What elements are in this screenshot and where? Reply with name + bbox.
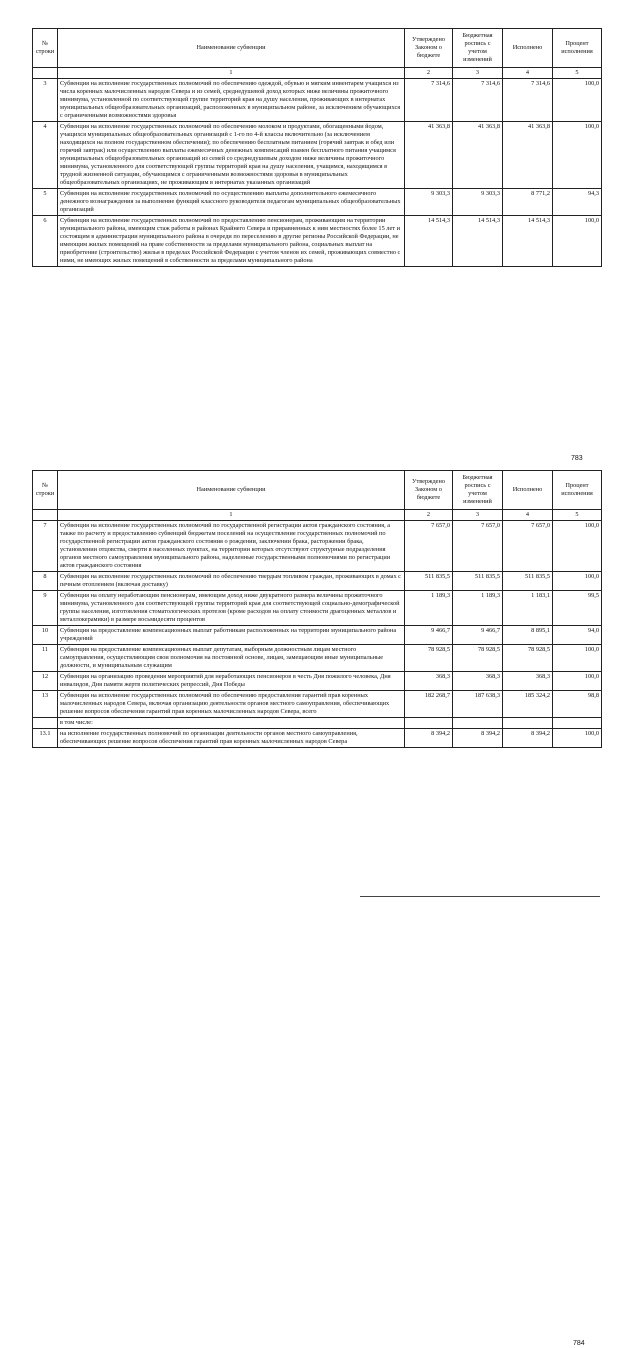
table-header-row: [33, 471, 602, 510]
budget-list-amount-cell: 7 314,6: [453, 79, 503, 122]
percent-executed-cell: 100,0: [553, 521, 602, 572]
subvention-table: [32, 28, 602, 267]
percent-executed-cell: 100,0: [553, 572, 602, 591]
budget-list-amount-cell: 8 394,2: [453, 729, 503, 748]
table-body: [33, 521, 602, 748]
percent-executed-cell: 94,3: [553, 189, 602, 216]
approved-amount-cell: 7 657,0: [405, 521, 453, 572]
budget-list-amount-cell: 14 514,3: [453, 216, 503, 267]
column-index-cell: 4: [503, 510, 553, 521]
approved-amount-cell: [405, 718, 453, 729]
percent-executed-cell: 100,0: [553, 672, 602, 691]
table-row: [33, 626, 602, 645]
approved-amount-cell: 8 394,2: [405, 729, 453, 748]
subvention-name-cell: Субвенция на исполнение государственных полномочий по обеспечению одеждой, обувью и мягким инвентарем учащихся из числа коренных малочисленных народов Севера и из семей, среднедушевой доход которых ниже величины прожиточного минимума, установленной по соответствующей группе территорий края на душу населения, проживающих в интернатах муниципальных общеобразовательных организаций, расположенных в муниципальном районе, за исключением обучающихся с ограниченными возможностями здоровья: [58, 79, 405, 122]
executed-amount-cell: 8 895,1: [503, 626, 553, 645]
col-header-approved: Утверждено Законом о бюджете: [405, 29, 453, 68]
subvention-name-cell: Субвенция на исполнение государственных полномочий по предоставлению пенсионерам, проживающим на территории муниципального района, имеющим стаж работы в районах Крайнего Севера и приравненных к ним местностях более 15 лет и состоящим в администрации муниципального района в очереди по переселению в другие регионы Российской Федерации, не имеющим жилых помещений на праве собственности за пределами муниципального района, социальных выплат на приобретение (строительство) жилья в пределах Российской Федерации с учетом членов их семей, проживающих совместно с ними, не имеющих жилых помещений в собственности за пределами муниципального района: [58, 216, 405, 267]
row-number-cell: 6: [33, 216, 58, 267]
table-header-row: [33, 29, 602, 68]
budget-list-amount-cell: 511 835,5: [453, 572, 503, 591]
report-page-783: [0, 28, 640, 462]
approved-amount-cell: 368,3: [405, 672, 453, 691]
row-number-cell: 10: [33, 626, 58, 645]
subvention-name-cell: Субвенция на оплату неработающим пенсионерам, имеющим доход ниже двукратного размера величины прожиточного минимума, установленного для соответствующей группы территорий края для соответствующей социально-демографической группы населения, изготовления стоматологических протезов (кроме расходов на оплату стоимости драгоценных металлов и металлокерамики) в размере восьмидесяти процентов: [58, 591, 405, 626]
row-number-cell: 13.1: [33, 729, 58, 748]
table-row: [33, 729, 602, 748]
executed-amount-cell: 7 657,0: [503, 521, 553, 572]
budget-list-amount-cell: 9 303,3: [453, 189, 503, 216]
approved-amount-cell: 14 514,3: [405, 216, 453, 267]
subvention-name-cell: на исполнение государственных полномочий по организации деятельности органов местного самоуправления, обеспечивающих решение вопросов обеспечения гарантий прав коренных малочисленных народов Севера: [58, 729, 405, 748]
page-number: 784: [573, 1340, 585, 1347]
approved-amount-cell: 9 466,7: [405, 626, 453, 645]
percent-executed-cell: 100,0: [553, 216, 602, 267]
approved-amount-cell: 9 303,3: [405, 189, 453, 216]
col-header-row-no: № строки: [33, 471, 58, 510]
table-body: [33, 79, 602, 267]
column-index-cell: 3: [453, 510, 503, 521]
budget-list-amount-cell: 7 657,0: [453, 521, 503, 572]
subvention-name-cell: Субвенция на исполнение государственных полномочий по осуществлению выплаты дополнительного ежемесячного денежного вознаграждения за выполнение функций классного руководителя педагогам муниципальных общеобразовательных организаций: [58, 189, 405, 216]
table-row: [33, 672, 602, 691]
column-index-blank: [33, 510, 58, 521]
percent-executed-cell: 99,5: [553, 591, 602, 626]
row-number-cell: 4: [33, 122, 58, 189]
column-index-row: [33, 68, 602, 79]
col-header-percent: Процент исполнения: [553, 29, 602, 68]
executed-amount-cell: 14 514,3: [503, 216, 553, 267]
table-row: [33, 718, 602, 729]
percent-executed-cell: 100,0: [553, 729, 602, 748]
col-header-percent: Процент исполнения: [553, 471, 602, 510]
col-header-name: Наименование субвенции: [58, 471, 405, 510]
column-index-cell: 2: [405, 68, 453, 79]
budget-list-amount-cell: [453, 718, 503, 729]
budget-list-amount-cell: 41 363,8: [453, 122, 503, 189]
row-number-cell: 9: [33, 591, 58, 626]
table-row: [33, 189, 602, 216]
table-row: [33, 122, 602, 189]
col-header-executed: Исполнено: [503, 29, 553, 68]
table-row: [33, 691, 602, 718]
column-index-cell: 1: [58, 68, 405, 79]
column-index-cell: 2: [405, 510, 453, 521]
row-number-cell: 11: [33, 645, 58, 672]
percent-executed-cell: 94,0: [553, 626, 602, 645]
page-number: 783: [571, 455, 583, 462]
table-row: [33, 645, 602, 672]
col-header-name: Наименование субвенции: [58, 29, 405, 68]
approved-amount-cell: 7 314,6: [405, 79, 453, 122]
subvention-name-cell: Субвенция на предоставление компенсационных выплат депутатам, выборным должностным лицам местного самоуправления, осуществляющим свои полномочия на постоянной основе, лицам, замещающим иные муниципальные должности, и муниципальным служащим: [58, 645, 405, 672]
percent-executed-cell: 98,8: [553, 691, 602, 718]
column-index-row: [33, 510, 602, 521]
approved-amount-cell: 78 928,5: [405, 645, 453, 672]
column-index-cell: 3: [453, 68, 503, 79]
budget-list-amount-cell: 187 638,3: [453, 691, 503, 718]
col-header-executed: Исполнено: [503, 471, 553, 510]
table-row: [33, 79, 602, 122]
budget-list-amount-cell: 1 189,3: [453, 591, 503, 626]
percent-executed-cell: [553, 718, 602, 729]
executed-amount-cell: [503, 718, 553, 729]
report-page-784: [0, 470, 640, 1347]
footer-divider: [360, 896, 600, 897]
executed-amount-cell: 8 394,2: [503, 729, 553, 748]
percent-executed-cell: 100,0: [553, 645, 602, 672]
subvention-name-cell: Субвенция на исполнение государственных полномочий по обеспечению твердым топливом граждан, проживающих в домах с печным отоплением (включая доставку): [58, 572, 405, 591]
row-number-cell: 13: [33, 691, 58, 718]
approved-amount-cell: 511 835,5: [405, 572, 453, 591]
executed-amount-cell: 1 183,1: [503, 591, 553, 626]
table-row: [33, 591, 602, 626]
row-number-cell: 3: [33, 79, 58, 122]
column-index-cell: 5: [553, 510, 602, 521]
budget-list-amount-cell: 368,3: [453, 672, 503, 691]
subvention-name-cell: Субвенция на организацию проведения мероприятий для неработающих пенсионеров в честь Дня пожилого человека, Дня инвалидов, Дня памяти жертв политических репрессий, Дня Победы: [58, 672, 405, 691]
column-index-cell: 1: [58, 510, 405, 521]
subvention-name-cell: в том числе:: [58, 718, 405, 729]
col-header-row-no: № строки: [33, 29, 58, 68]
subvention-name-cell: Субвенция на исполнение государственных полномочий по обеспечению молоком и продуктами, обогащенными йодом, учащихся муниципальных общеобразовательных организаций с 1-го по 4-й классы включительно (за исключением находящихся на полном государственном обеспечении); по обеспечению бесплатным питанием (горячий завтрак и обед или горячий завтрак) или осуществлению выплаты ежемесячных денежных компенсаций взамен бесплатного питания учащимся муниципальных общеобразовательных организаций из семей со среднедушевым доходом ниже величины прожиточного минимума, установленного для соответствующей группы территорий края на душу населения, учащимся, находящимся в трудной жизненной ситуации, обучающимся с ограниченными возможностями здоровья в муниципальных общеобразовательных организациях, не проживающим в интернатах указанных организаций: [58, 122, 405, 189]
subvention-name-cell: Субвенция на исполнение государственных полномочий по обеспечению предоставления гарантий прав коренных малочисленных народов Севера, включая организацию деятельности органов местного самоуправления, обеспечивающих решение вопросов обеспечения гарантий прав коренных малочисленных народов Севера, всего: [58, 691, 405, 718]
executed-amount-cell: 78 928,5: [503, 645, 553, 672]
executed-amount-cell: 511 835,5: [503, 572, 553, 591]
row-number-cell: 7: [33, 521, 58, 572]
table-row: [33, 521, 602, 572]
row-number-cell: 8: [33, 572, 58, 591]
row-number-cell: [33, 718, 58, 729]
subvention-name-cell: Субвенция на предоставление компенсационных выплат работникам расположенных на территории муниципального района учреждений: [58, 626, 405, 645]
percent-executed-cell: 100,0: [553, 79, 602, 122]
executed-amount-cell: 7 314,6: [503, 79, 553, 122]
executed-amount-cell: 185 324,2: [503, 691, 553, 718]
table-row: [33, 216, 602, 267]
row-number-cell: 5: [33, 189, 58, 216]
subvention-name-cell: Субвенция на исполнение государственных полномочий по государственной регистрации актов гражданского состояния, а также по расчету и предоставлению субвенций бюджетам поселений на осуществление государственных полномочий по государственной регистрации актов гражданского состояния о рождении, заключении брака, расторжении брака, установлении отцовства, смерти в населенных пунктах, на территории которых отсутствуют структурные подразделения органов местного самоуправления муниципального района, наделенные государственными полномочиями по регистрации актов гражданского состояния: [58, 521, 405, 572]
executed-amount-cell: 8 771,2: [503, 189, 553, 216]
percent-executed-cell: 100,0: [553, 122, 602, 189]
table-row: [33, 572, 602, 591]
col-header-approved: Утверждено Законом о бюджете: [405, 471, 453, 510]
col-header-budget-list: Бюджетная роспись с учетом изменений: [453, 29, 503, 68]
column-index-blank: [33, 68, 58, 79]
row-number-cell: 12: [33, 672, 58, 691]
executed-amount-cell: 368,3: [503, 672, 553, 691]
executed-amount-cell: 41 363,8: [503, 122, 553, 189]
budget-list-amount-cell: 9 466,7: [453, 626, 503, 645]
budget-list-amount-cell: 78 928,5: [453, 645, 503, 672]
approved-amount-cell: 182 268,7: [405, 691, 453, 718]
column-index-cell: 5: [553, 68, 602, 79]
column-index-cell: 4: [503, 68, 553, 79]
subvention-table: [32, 470, 602, 748]
col-header-budget-list: Бюджетная роспись с учетом изменений: [453, 471, 503, 510]
approved-amount-cell: 41 363,8: [405, 122, 453, 189]
approved-amount-cell: 1 189,3: [405, 591, 453, 626]
